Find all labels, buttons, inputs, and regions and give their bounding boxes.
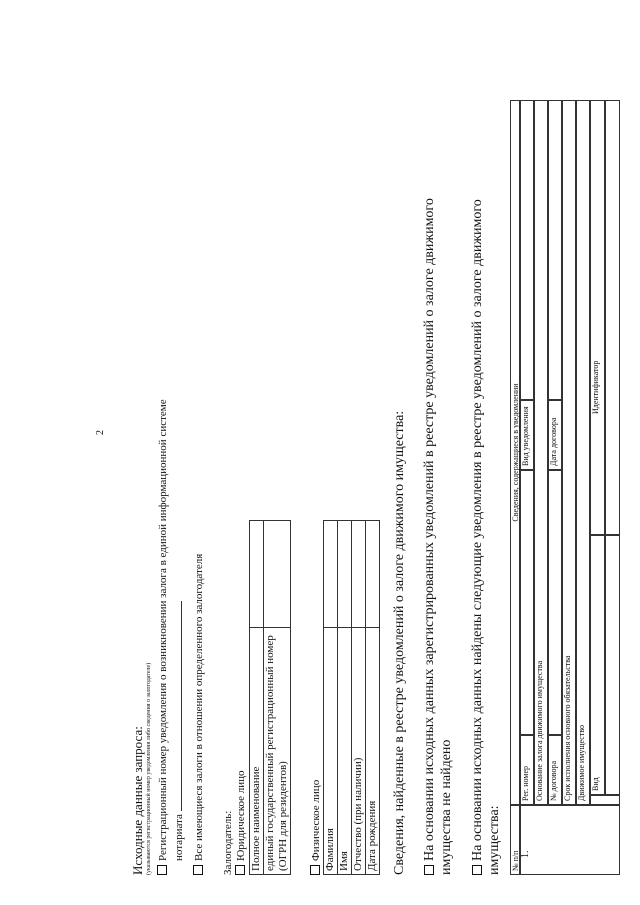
movable-label: Движимое имущество — [576, 100, 590, 805]
notice-type-value[interactable] — [520, 100, 534, 400]
legal-entity-ogrn-note: (ОГРН для резидентов) — [277, 628, 291, 875]
registration-number-blank[interactable] — [171, 601, 182, 811]
option-found[interactable]: На основании исходных данных найдены следующие уведомления в реестре уведомлений о залоге движимого — [470, 199, 486, 875]
reg-number-label: Рег. номер — [520, 735, 534, 805]
source-data-note: (указываются регистрационный номер уведомления либо сведения о залогодателе) — [146, 662, 152, 875]
checkbox-legal-entity[interactable] — [235, 865, 245, 875]
individual-name-label: Имя — [338, 628, 352, 875]
option-not-found[interactable]: На основании исходных данных зарегистрированных уведомлений в реестре уведомлений о залоге движимого — [422, 198, 438, 875]
option-not-found-line2: имущества не найдено — [439, 739, 454, 875]
individual-surname-value[interactable] — [324, 521, 338, 628]
option-registration-text: Регистрационный номер уведомления о возникновении залога в единой информационной системе — [157, 399, 169, 861]
option-all-pledges[interactable] — [193, 554, 205, 875]
checkbox-individual[interactable] — [310, 865, 320, 875]
legal-entity-table — [249, 520, 291, 875]
table-row — [264, 521, 278, 875]
checkbox-not-found[interactable] — [424, 865, 434, 875]
legal-entity-ogrn-label: единый государственный регистрационный номер — [264, 628, 278, 875]
checkbox-all-pledges[interactable] — [193, 865, 203, 875]
individual-patronymic-value[interactable] — [352, 521, 366, 628]
checkbox-found[interactable] — [472, 865, 482, 875]
individual-name-value[interactable] — [338, 521, 352, 628]
individual-birthdate-label: Дата рождения — [366, 628, 380, 875]
individual-surname-label: Фамилия — [324, 628, 338, 875]
legal-entity-full-name-value[interactable] — [250, 521, 264, 628]
checkbox-registration-number[interactable] — [157, 865, 167, 875]
pledgor-label: Залогодатель: — [222, 810, 234, 875]
individual-patronymic-label: Отчество (при наличии) — [352, 628, 366, 875]
row-number: 1. — [520, 805, 620, 875]
kind-spacer — [590, 795, 620, 805]
kind-label: Вид — [590, 535, 605, 795]
option-registration-line2: нотариата — [171, 601, 185, 861]
individual-table — [323, 520, 380, 875]
col-info-header: Сведения, содержащиеся в уведомлении — [510, 100, 520, 805]
table-row — [338, 521, 352, 875]
identifier-label: Идентификатор — [590, 100, 605, 535]
col-num-header: № п/п — [510, 805, 520, 875]
page-number: 2 — [95, 430, 106, 435]
legal-entity-full-name-label: Полное наименование — [250, 628, 264, 875]
findings-heading: Сведения, найденные в реестре уведомлений о залоге движимого имущества: — [392, 410, 407, 875]
source-data-heading: Исходные данные запроса: — [130, 726, 145, 875]
identifier-value[interactable] — [605, 100, 620, 535]
notice-type-label: Вид уведомления — [520, 400, 534, 470]
reg-number-value[interactable] — [520, 470, 534, 735]
contract-no-label: № договора — [548, 735, 562, 805]
table-row — [324, 521, 338, 875]
table-row — [250, 521, 264, 875]
term-label: Срок исполнения основного обязательства — [562, 100, 576, 805]
contract-date-label: Дата договора — [548, 400, 562, 470]
option-found-line2: имущества: — [487, 805, 502, 875]
table-row — [352, 521, 366, 875]
individual-birthdate-value[interactable] — [366, 521, 380, 628]
contract-no-value[interactable] — [548, 470, 562, 735]
basis-label: Основание залога движимого имущества — [534, 100, 548, 805]
option-registration-number[interactable] — [157, 399, 169, 875]
option-legal-entity[interactable]: Юридическое лицо — [235, 770, 247, 875]
table-row — [366, 521, 380, 875]
option-individual[interactable]: Физическое лицо — [310, 780, 322, 875]
contract-date-value[interactable] — [548, 100, 562, 400]
kind-value[interactable] — [605, 535, 620, 795]
results-table — [510, 100, 620, 875]
legal-entity-ogrn-value[interactable] — [264, 521, 291, 628]
option-all-pledges-text: Все имеющиеся залоги в отношении определенного залогодателя — [193, 553, 205, 861]
